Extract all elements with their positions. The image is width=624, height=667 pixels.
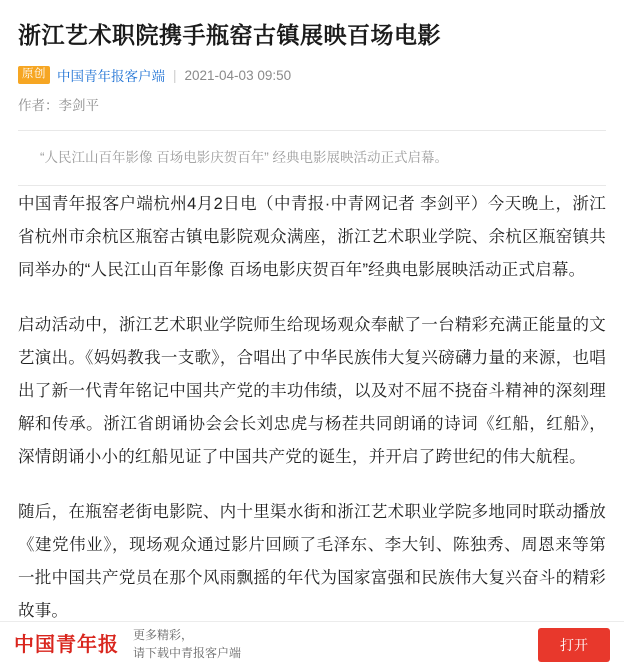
open-app-button[interactable]: 打开	[538, 628, 610, 662]
article-meta	[18, 65, 606, 85]
article-author: 作者：李剑平	[18, 98, 99, 114]
source-link[interactable]: 中国青年报客户端	[57, 69, 165, 85]
article-summary: “人民江山百年影像 百场电影庆贺百年” 经典电影展映活动正式启幕。	[40, 150, 448, 166]
meta-separator: |	[173, 67, 177, 83]
promo-line-1: 更多精彩，	[133, 628, 194, 643]
original-badge: 原创	[18, 66, 50, 85]
promo-text	[133, 627, 241, 662]
article-paragraph: 随后，在瓶窑老街电影院、内十里渠水街和浙江艺术职业学院多地同时联动播放《建党伟业》，现场观众通过影片回顾了毛泽东、李大钊、陈独秀、周恩来等第一批中国共产党员在那个风雨飘摇的年代为国家富强和民族伟大复兴奋斗的精彩故事。	[18, 502, 606, 620]
article-paragraph: 启动活动中，浙江艺术职业学院师生给现场观众奉献了一台精彩充满正能量的文艺演出。《妈妈教我一支歌》，合唱出了中华民族伟大复兴磅礴力量的来源，也唱出了新一代青年铭记中国共产党的丰功伟绩，以及对不屈不挠奋斗精神的深刻理解和传承。浙江省朗诵协会会长刘忠虎与杨茬共同朗诵的诗词《红船，红船》，深情朗诵小小的红船见证了中国共产党的诞生，并开启了跨世纪的伟大航程。	[18, 315, 606, 466]
publish-date: 2021-04-03 09:50	[184, 67, 292, 83]
brand-logo: 中国青年报	[14, 633, 119, 656]
article-body	[18, 186, 606, 628]
promo-line-2: 请下载中青报客户端	[133, 645, 242, 660]
page-title: 浙江艺术职院携手瓶窑古镇展映百场电影	[18, 22, 441, 48]
article-paragraph: 中国青年报客户端杭州4月2日电（中青报·中青网记者 李剑平）今天晚上，浙江省杭州市余杭区瓶窑古镇电影院观众满座，浙江艺术职业学院、余杭区瓶窑镇共同举办的“人民江山百年影像 百场电影庆贺百年”经典电影展映活动正式启幕。	[18, 194, 606, 279]
app-download-bar	[0, 621, 624, 667]
